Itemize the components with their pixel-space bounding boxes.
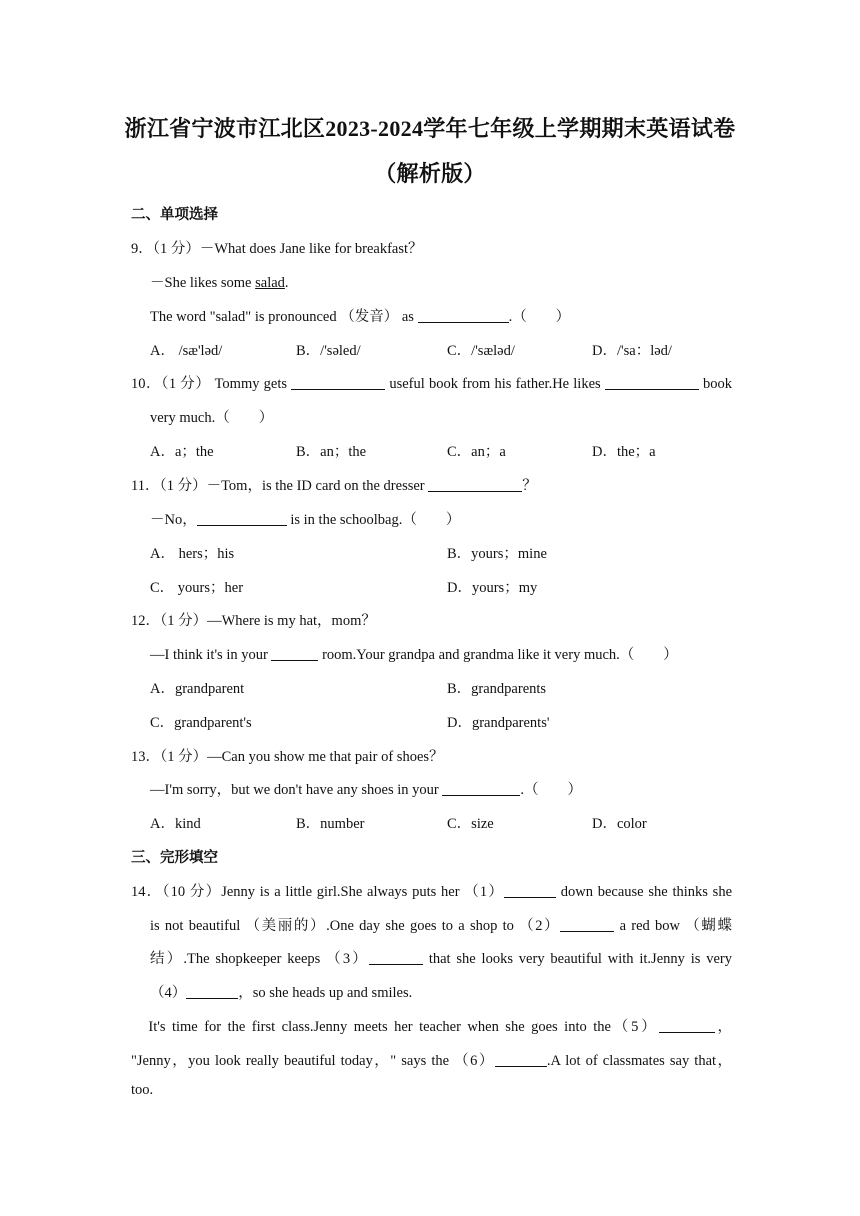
answer-blank[interactable] <box>605 375 699 391</box>
question-12-stem: 12．（1 分）—Where is my hat，mom？ <box>131 613 376 629</box>
q10-option-a[interactable]: A．a；the <box>150 444 214 460</box>
q13-line2-end: .（ ） <box>520 782 582 798</box>
q13-option-d[interactable]: D．color <box>592 816 647 832</box>
q13-line2-text: —I'm sorry，but we don't have any shoes in your <box>150 782 443 798</box>
answer-blank[interactable] <box>442 781 520 797</box>
q9-underlined-word: salad <box>255 275 285 291</box>
answer-blank-6[interactable] <box>495 1052 547 1068</box>
question-14-paragraph2-line3: too. <box>131 1082 154 1098</box>
question-13-line2 <box>150 778 582 799</box>
q14-p2-line1-end: ， <box>714 1019 733 1035</box>
question-9-stem: 9．（1 分）－What does Jane like for breakfast？ <box>131 241 423 257</box>
q14-p2-line2-text: "Jenny，you look really beautiful today，" says the （6） <box>131 1053 495 1069</box>
q11-stem-text: 11．（1 分）－Tom，is the ID card on the dresser <box>131 478 429 494</box>
q11-option-c[interactable]: C． yours；her <box>150 580 244 596</box>
q9-option-b[interactable]: B．/'səled/ <box>296 343 361 359</box>
question-11-stem <box>131 474 537 495</box>
answer-blank-5[interactable] <box>659 1018 715 1034</box>
q11-line2-end: is in the schoolbag.（ ） <box>286 512 461 528</box>
q10-stem-end: book <box>698 376 733 392</box>
q14-p2-line2-end: .A lot of classmates say that， <box>546 1053 733 1069</box>
q12-option-d[interactable]: D．grandparents' <box>447 715 550 731</box>
q12-line2-text: —I think it's in your <box>150 647 272 663</box>
q11-option-d[interactable]: D．yours；my <box>447 580 538 596</box>
q10-option-d[interactable]: D．the；a <box>592 444 656 460</box>
question-10-stem <box>131 372 732 393</box>
q9-line2-text: －She likes some <box>150 275 256 291</box>
q12-line2-end: room.Your grandpa and grandma like it very much.（ ） <box>318 647 678 663</box>
q10-option-c[interactable]: C．an；a <box>447 444 506 460</box>
q14-line2-end: a red bow （蝴蝶 <box>614 918 733 934</box>
document-subtitle: （解析版） <box>374 161 486 186</box>
section-heading-cloze: 三、完形填空 <box>131 850 218 866</box>
q11-stem-end: ？ <box>522 478 537 494</box>
q14-line4-end: ，so she heads up and smiles. <box>238 985 413 1001</box>
q12-option-b[interactable]: B．grandparents <box>447 681 547 697</box>
q14-line2-text: is not beautiful （美丽的）.One day she goes to a shop to （2） <box>150 918 561 934</box>
q9-option-a[interactable]: A． /sæ'ləd/ <box>150 343 223 359</box>
q12-option-a[interactable]: A．grandparent <box>150 681 245 697</box>
document-title: 浙江省宁波市江北区2023-2024学年七年级上学期期末英语试卷 <box>124 116 736 141</box>
answer-blank[interactable] <box>291 375 385 391</box>
q14-line4-text: （4） <box>150 985 187 1001</box>
question-10-line2: very much.（ ） <box>150 410 274 426</box>
question-9-answer-line <box>150 271 289 292</box>
answer-blank[interactable] <box>418 308 509 324</box>
q10-option-b[interactable]: B．an；the <box>296 444 367 460</box>
q9-option-d[interactable]: D．/'sa：ləd/ <box>592 343 672 359</box>
question-14-paragraph2-line1 <box>131 1015 732 1036</box>
answer-blank[interactable] <box>271 646 318 662</box>
question-14-line1 <box>131 880 732 901</box>
q14-line3-end: that she looks very beautiful with it.Jenny is very <box>422 951 732 967</box>
q13-option-c[interactable]: C．size <box>447 816 494 832</box>
answer-blank-2[interactable] <box>560 917 614 933</box>
q11-option-a[interactable]: A． hers；his <box>150 546 235 562</box>
q9-prompt-end: .（ ） <box>508 309 571 325</box>
q11-option-b[interactable]: B．yours；mine <box>447 546 547 562</box>
q9-line2-end: . <box>284 275 289 291</box>
answer-blank[interactable] <box>197 511 287 527</box>
question-13-stem: 13．（1 分）—Can you show me that pair of shoes？ <box>131 749 444 765</box>
q14-line3-text: 结）.The shopkeeper keeps （3） <box>150 951 369 967</box>
q9-option-c[interactable]: C．/'sæləd/ <box>447 343 515 359</box>
q12-option-c[interactable]: C．grandparent's <box>150 715 252 731</box>
question-11-line2 <box>150 508 460 529</box>
q14-p2-line1-text: It's time for the first class.Jenny meets her teacher when she goes into the（5） <box>131 1019 659 1035</box>
q14-line1-text: 14．（10 分）Jenny is a little girl.She always puts her （1） <box>131 884 504 900</box>
q11-line2-text: －No， <box>150 512 197 528</box>
q10-stem-middle: useful book from his father.He likes <box>385 376 605 392</box>
section-heading-single-choice: 二、单项选择 <box>131 207 218 223</box>
question-14-line3 <box>150 947 732 968</box>
answer-blank-4[interactable] <box>186 984 238 1000</box>
answer-blank-1[interactable] <box>504 883 556 899</box>
answer-blank-3[interactable] <box>369 950 423 966</box>
question-14-line2 <box>150 914 732 935</box>
question-9-prompt <box>150 305 570 326</box>
q13-option-a[interactable]: A．kind <box>150 816 201 832</box>
q9-prompt-text: The word "salad" is pronounced （发音） as <box>150 309 418 325</box>
q14-line1-end: down because she thinks she <box>555 884 733 900</box>
answer-blank[interactable] <box>428 477 522 493</box>
q13-option-b[interactable]: B．number <box>296 816 365 832</box>
question-12-line2 <box>150 643 678 664</box>
question-14-line4 <box>150 981 412 1002</box>
question-14-paragraph2-line2 <box>131 1049 732 1070</box>
q10-stem-text: 10．（1 分） Tommy gets <box>131 376 292 392</box>
